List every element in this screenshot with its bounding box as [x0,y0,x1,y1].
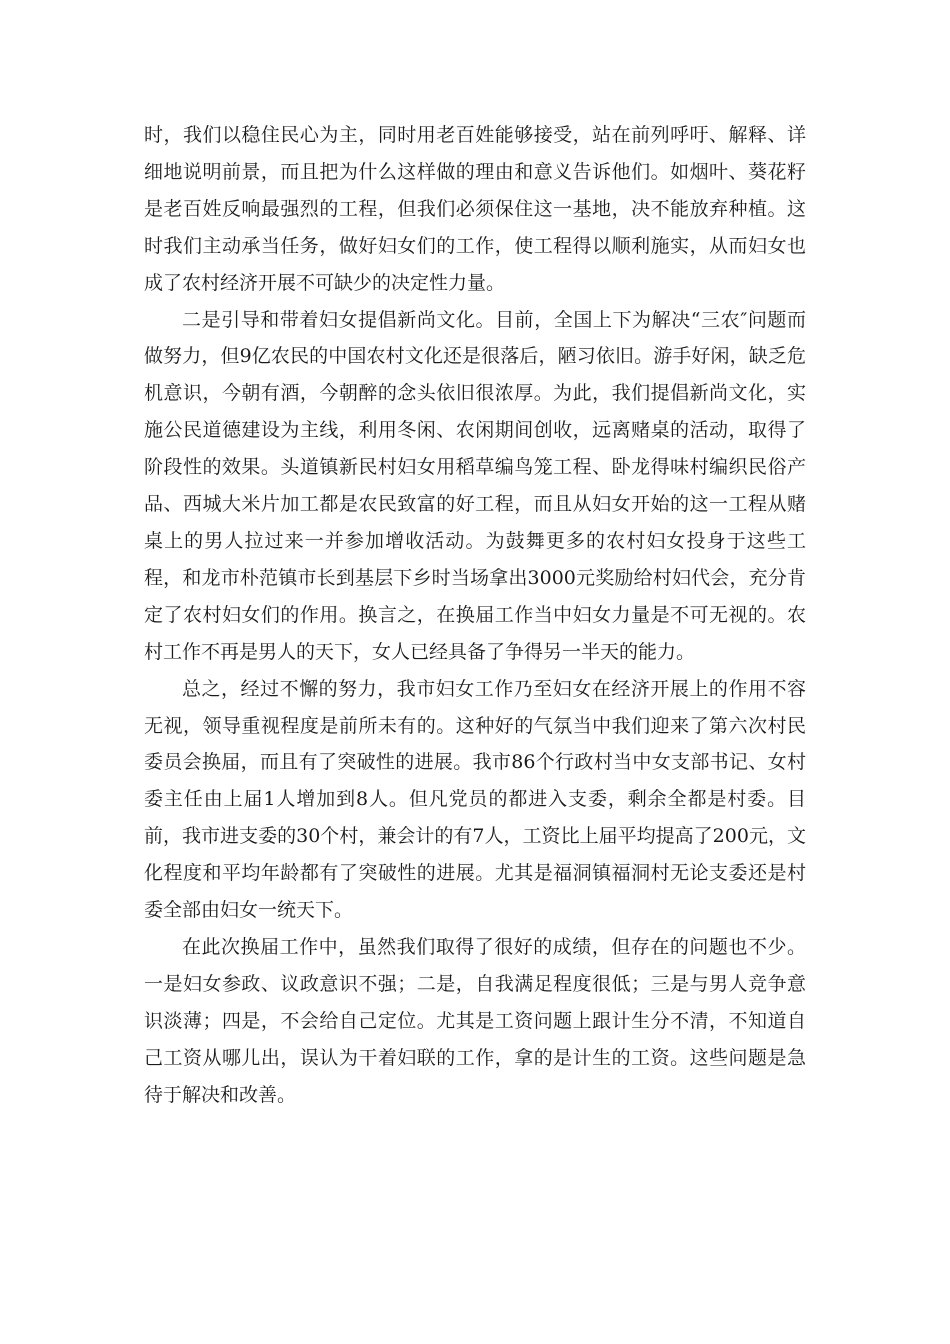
paragraph: 在此次换届工作中，虽然我们取得了很好的成绩，但存在的问题也不少。一是妇女参政、议政意识不强；二是，自我满足程度很低；三是与男人竞争意识淡薄；四是，不会给自己定位。尤其是工资问题上跟计生分不清，不知道自己工资从哪儿出，误认为干着妇联的工作，拿的是计生的工资。这些问题是急待于解决和改善。 [144,935,806,1106]
paragraph: 二是引导和带着妇女提倡新尚文化。目前，全国上下为解决“三农″问题而做努力，但9亿农民的中国农村文化还是很落后，陋习依旧。游手好闲，缺乏危机意识，今朝有酒，今朝醉的念头依旧很浓厚。为此，我们提倡新尚文化，实施公民道德建设为主线，利用冬闲、农闲期间创收，远离赌桌的活动，取得了阶段性的效果。头道镇新民村妇女用稻草编鸟笼工程、卧龙得味村编织民俗产品、西城大米片加工都是农民致富的好工程，而且从妇女开始的这一工程从赌桌上的男人拉过来一并参加增收活动。为鼓舞更多的农村妇女投身于这些工程，和龙市朴范镇市长到基层下乡时当场拿出3000元奖励给村妇代会，充分肯定了农村妇女们的作用。换言之，在换届工作当中妇女力量是不可无视的。农村工作不再是男人的天下，女人已经具备了争得另一半天的能力。 [144,308,806,663]
document-body [144,117,806,1113]
paragraph: 总之，经过不懈的努力，我市妇女工作乃至妇女在经济开展上的作用不容无视，领导重视程度是前所未有的。这种好的气氛当中我们迎来了第六次村民委员会换届，而且有了突破性的进展。我市86个行政村当中女支部书记、女村委主任由上届1人增加到8人。但凡党员的都进入支委，剩余全都是村委。目前，我市进支委的30个村，兼会计的有7人，工资比上届平均提高了200元，文化程度和平均年龄都有了突破性的进展。尤其是福洞镇福洞村无论支委还是村委全部由妇女一统天下。 [144,677,806,922]
paragraph: 时，我们以稳住民心为主，同时用老百姓能够接受，站在前列呼吁、解释、详细地说明前景，而且把为什么这样做的理由和意义告诉他们。如烟叶、葵花籽是老百姓反响最强烈的工程，但我们必须保住这一基地，决不能放弃种植。这时我们主动承当任务，做好妇女们的工作，使工程得以顺利施实，从而妇女也成了农村经济开展不可缺少的决定性力量。 [144,124,806,294]
